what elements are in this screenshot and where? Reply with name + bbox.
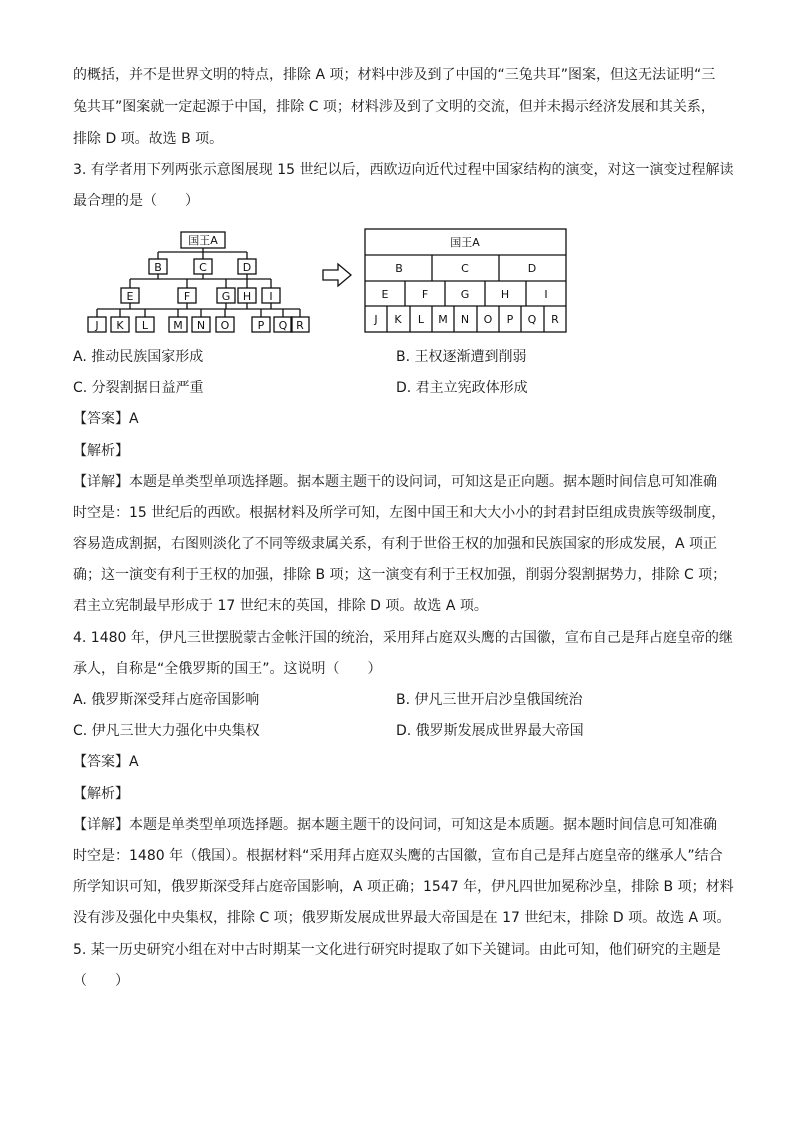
left-node-g: G [221,290,231,303]
q3-detail-line-1: 【详解】本题是单类型单项选择题。据本题主题干的设问词，可知这是正向题。据本题时间信息可知准确 [73,474,717,490]
right-cell-n: N [460,313,470,326]
right-cell-k: K [394,313,402,326]
right-cell-l: L [417,313,425,326]
q3-stem-line-1: 3. 有学者用下列两张示意图展现 15 世纪以后，西欧迈向近代过程中国家结构的演变，对这一演变过程解读 [73,162,734,178]
q3-answer [73,410,139,428]
q4-detail-line-1: 【详解】本题是单类型单项选择题。据本题主题干的设问词，可知这是本质题。据本题时间信息可知准确 [73,817,717,833]
q4-answer-value: A [129,754,139,770]
left-node-d: D [242,261,252,274]
left-node-r: R [296,319,304,332]
right-cell-i: I [544,288,548,301]
q3-detail-line-5: 君主立宪制最早形成于 17 世纪末的英国，排除 D 项。故选 A 项。 [73,598,488,614]
left-node-n: N [196,319,206,332]
right-king-label: 国王A [450,236,480,249]
q4-detail-line-2: 时空是：1480 年（俄国）。根据材料“采用拜占庭双头鹰的古国徽，宣布自己是拜占庭皇帝的继承人”结合 [73,848,723,864]
q4-detail-line-3: 所学知识可知，俄罗斯深受拜占庭帝国影响，A 项正确；1547 年，伊凡四世加冕称沙皇，排除 B 项；材料 [73,879,734,895]
q3-answer-value: A [129,411,139,427]
left-node-p: P [257,319,265,332]
prev-explanation-line-3: 排除 D 项。故选 B 项。 [73,131,224,147]
left-node-o: O [220,319,230,332]
q3-option-a: A. 推动民族国家形成 [73,349,204,365]
q3-detail-line-4: 确；这一演变有利于王权的加强，排除 B 项；这一演变有利于王权加强，削弱分裂割据势力，排除 C 项； [73,567,727,583]
right-cell-h: H [500,288,510,301]
q5-stem-line-1: 5. 某一历史研究小组在对中古时期某一文化进行研究时提取了如下关键词。由此可知，他们研究的主题是 [73,942,721,958]
right-cell-q: Q [527,313,537,326]
q4-option-b: B. 伊凡三世开启沙皇俄国统治 [396,692,583,708]
q4-stem-line-1: 4. 1480 年，伊凡三世摆脱蒙古金帐汗国的统治，采用拜占庭双头鹰的古国徽，宣布自己是拜占庭皇帝的继 [73,630,733,646]
right-cell-o: O [483,313,493,326]
right-cell-r: R [551,313,559,326]
q4-analysis-label: 【解析】 [73,786,129,802]
q4-detail-line-4: 没有涉及强化中央集权，排除 C 项；俄罗斯发展成世界最大帝国是在 17 世纪末，排除 D 项。故选 A 项。 [73,910,731,926]
q3-answer-label: 【答案】 [73,411,129,427]
q4-option-c: C. 伊凡三世大力强化中央集权 [73,723,260,739]
q3-detail-line-3: 容易造成割据，右图则淡化了不同等级隶属关系，有利于世俗王权的加强和民族国家的形成发展，A 项正 [73,536,718,552]
q3-stem-line-2: 最合理的是（ ） [73,193,199,209]
q3-diagram [0,0,794,345]
q5-stem-line-2: （ ） [73,973,129,989]
left-node-h: H [242,290,252,303]
right-cell-f: F [421,288,429,301]
prev-explanation-line-1: 的概括，并不是世界文明的特点，排除 A 项；材料中涉及到了中国的“三兔共耳”图案，但这无法证明“三 [73,67,716,83]
right-cell-j: J [374,313,378,326]
q4-option-d: D. 俄罗斯发展成世界最大帝国 [396,723,584,739]
q3-detail-line-2: 时空是：15 世纪后的西欧。根据材料及所学可知，左图中国王和大大小小的封君封臣组成贵族等级制度， [73,505,726,521]
q3-option-b: B. 王权逐渐遭到削弱 [396,349,527,365]
right-cell-m: M [438,313,448,326]
prev-explanation-line-2: 兔共耳”图案就一定起源于中国，排除 C 项；材料涉及到了文明的交流，但并未揭示经济发展和其关系， [73,99,715,115]
transition-arrow-icon [323,264,351,286]
left-node-c: C [199,261,207,274]
right-cell-c: C [461,262,469,275]
q4-stem-line-2: 承人，自称是“全俄罗斯的国王”。这说明（ ） [73,661,382,677]
right-cell-e: E [381,288,389,301]
q3-option-d: D. 君主立宪政体形成 [396,380,528,396]
left-node-f: F [183,290,191,303]
left-node-q: Q [278,319,288,332]
left-node-b: B [154,261,162,274]
right-cell-b: B [395,262,403,275]
right-cell-g: G [460,288,470,301]
q3-analysis-label: 【解析】 [73,443,129,459]
q4-answer [73,753,139,771]
q3-option-c: C. 分裂割据日益严重 [73,380,204,396]
right-cell-p: P [506,313,514,326]
right-cell-d: D [527,262,537,275]
left-node-i: I [269,290,273,303]
left-king-label: 国王A [188,234,218,247]
left-node-m: M [173,319,183,332]
left-node-k: K [116,319,124,332]
left-node-j: J [95,319,99,332]
q4-option-a: A. 俄罗斯深受拜占庭帝国影响 [73,692,260,708]
q4-answer-label: 【答案】 [73,754,129,770]
left-node-e: E [126,290,134,303]
left-node-l: L [141,319,149,332]
